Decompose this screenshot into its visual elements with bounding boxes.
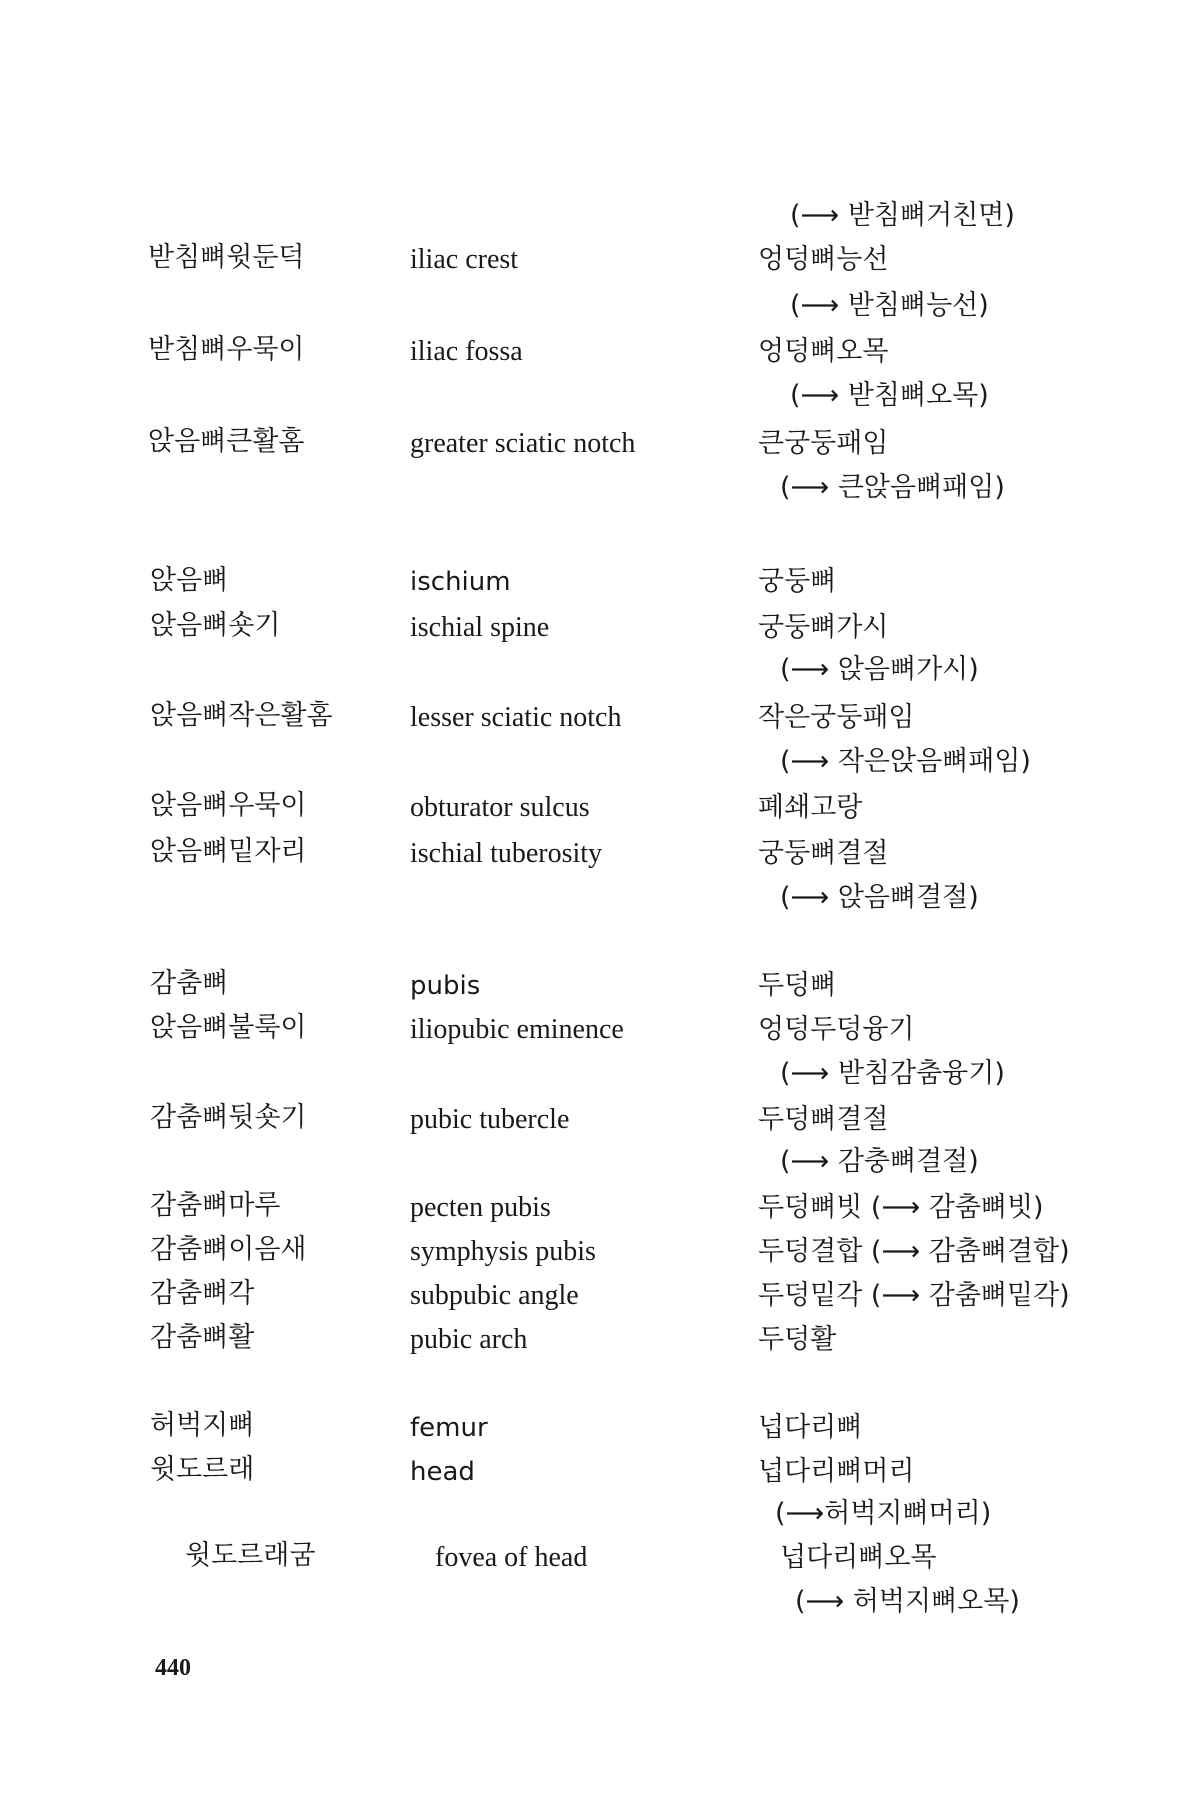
english-term: pubis bbox=[410, 971, 481, 1001]
korean-term: 윗도르래 bbox=[150, 1454, 255, 1485]
english-term: greater sciatic notch bbox=[410, 428, 636, 459]
english-term: pubic tubercle bbox=[410, 1104, 570, 1135]
english-term: ischium bbox=[410, 567, 511, 597]
new-term: 넙다리뼈오목 bbox=[780, 1542, 937, 1573]
english-term: pubic arch bbox=[410, 1324, 528, 1355]
english-term: head bbox=[410, 1457, 475, 1487]
new-term-note: (⟶ 받침뼈거친면) bbox=[790, 200, 1015, 231]
korean-term: 감춤뼈뒷숏기 bbox=[150, 1102, 307, 1133]
new-term: 작은궁둥패임 bbox=[758, 702, 915, 733]
english-term: pecten pubis bbox=[410, 1192, 551, 1223]
english-term: obturator sulcus bbox=[410, 792, 590, 823]
korean-term: 앉음뼈숏기 bbox=[150, 610, 281, 641]
new-term-note: (⟶ 앉음뼈가시) bbox=[780, 654, 979, 685]
english-term: iliac fossa bbox=[410, 336, 523, 367]
new-term: 두덩결합 (⟶ 감춤뼈결합) bbox=[758, 1236, 1070, 1267]
new-term: 두덩뼈빗 (⟶ 감춤뼈빗) bbox=[758, 1192, 1044, 1223]
new-term-note: (⟶ 감충뼈결절) bbox=[780, 1146, 979, 1177]
new-term: 궁둥뼈 bbox=[758, 566, 837, 597]
korean-term: 허벅지뼈 bbox=[150, 1410, 255, 1441]
new-term: 궁둥뼈결절 bbox=[758, 838, 889, 869]
new-term: 넙다리뼈머리 bbox=[758, 1456, 915, 1487]
english-term: ischial spine bbox=[410, 612, 550, 643]
english-term: subpubic angle bbox=[410, 1280, 579, 1311]
new-term-note: (⟶ 받침뼈능선) bbox=[790, 290, 989, 321]
new-term: 엉덩뼈능선 bbox=[758, 244, 889, 275]
korean-term: 감춤뼈활 bbox=[150, 1322, 255, 1353]
new-term: 폐쇄고랑 bbox=[758, 792, 863, 823]
english-term: iliopubic eminence bbox=[410, 1014, 624, 1045]
english-term: symphysis pubis bbox=[410, 1236, 596, 1267]
english-term: iliac crest bbox=[410, 244, 519, 275]
korean-term: 받침뼈우묵이 bbox=[148, 334, 305, 365]
english-term: fovea of head bbox=[435, 1542, 588, 1573]
korean-term: 감춤뼈각 bbox=[150, 1278, 255, 1309]
korean-term: 윗도르래굼 bbox=[185, 1540, 316, 1571]
new-term-note: (⟶ 큰앉음뼈패임) bbox=[780, 472, 1005, 503]
new-term-note: (⟶ 작은앉음뼈패임) bbox=[780, 746, 1031, 777]
new-term: 엉덩뼈오목 bbox=[758, 336, 889, 367]
korean-term: 앉음뼈작은활홈 bbox=[150, 700, 333, 731]
korean-term: 앉음뼈불룩이 bbox=[150, 1012, 307, 1043]
new-term-note: (⟶ 받침뼈오목) bbox=[790, 380, 989, 411]
new-term-note: (⟶ 받침감춤융기) bbox=[780, 1058, 1005, 1089]
korean-term: 앉음뼈밑자리 bbox=[150, 836, 307, 867]
english-term: femur bbox=[410, 1413, 488, 1443]
english-term: lesser sciatic notch bbox=[410, 702, 622, 733]
english-term: ischial tuberosity bbox=[410, 838, 603, 869]
new-term: 두덩밑각 (⟶ 감춤뼈밑각) bbox=[758, 1280, 1070, 1311]
korean-term: 앉음뼈큰활홈 bbox=[148, 426, 305, 457]
korean-term: 감춤뼈 bbox=[150, 968, 229, 999]
new-term: 큰궁둥패임 bbox=[758, 428, 889, 459]
korean-term: 앉음뼈 bbox=[150, 565, 229, 596]
new-term: 두덩활 bbox=[758, 1324, 837, 1355]
new-term-note: (⟶ 허벅지뼈오목) bbox=[795, 1586, 1020, 1617]
new-term: 두덩뼈결절 bbox=[758, 1104, 889, 1135]
new-term: 넙다리뼈 bbox=[758, 1412, 863, 1443]
korean-term: 감춤뼈이음새 bbox=[150, 1234, 307, 1265]
page-number: 440 bbox=[155, 1655, 191, 1681]
new-term-note: (⟶허벅지뼈머리) bbox=[775, 1498, 992, 1529]
new-term: 두덩뼈 bbox=[758, 970, 837, 1001]
new-term-note: (⟶ 앉음뼈결절) bbox=[780, 882, 979, 913]
new-term: 엉덩두덩융기 bbox=[758, 1014, 915, 1045]
korean-term: 받침뼈윗둔덕 bbox=[148, 242, 305, 273]
new-term: 궁둥뼈가시 bbox=[758, 612, 889, 643]
korean-term: 앉음뼈우묵이 bbox=[150, 790, 307, 821]
korean-term: 감춤뼈마루 bbox=[150, 1190, 281, 1221]
